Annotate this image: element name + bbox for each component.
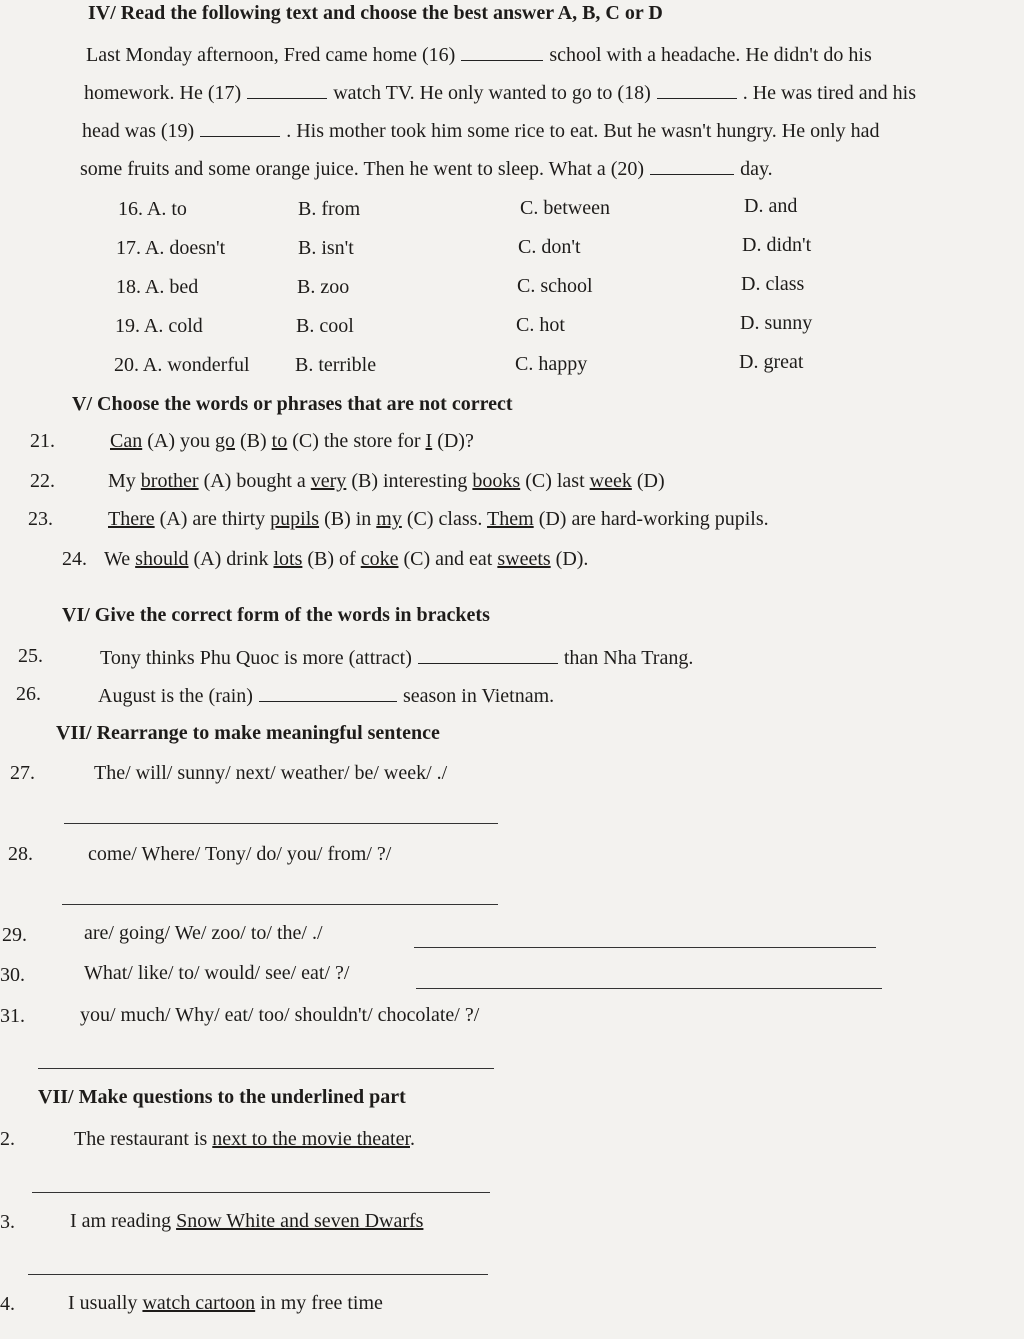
question-23-number: 23. (28, 508, 53, 530)
question-29-number: 29. (2, 924, 27, 946)
answer-30-line[interactable] (416, 988, 882, 989)
passage-line-2: homework. He (17) watch TV. He only wanted to go to (18) . He was tired and his (84, 82, 917, 104)
option-19-d[interactable]: D. sunny (740, 312, 813, 334)
option-16-a[interactable]: 16. A. to (118, 198, 187, 220)
question-22-number: 22. (30, 470, 55, 492)
question-26: August is the (rain) season in Vietnam. (98, 685, 555, 707)
passage-line-1: Last Monday afternoon, Fred came home (16) school with a headache. He didn't do his (86, 44, 872, 66)
question-31-words: you/ much/ Why/ eat/ too/ shouldn't/ chocolate/ ?/ (80, 1004, 480, 1026)
option-20-d[interactable]: D. great (739, 351, 804, 373)
blank-16[interactable] (461, 42, 543, 61)
answer-25-blank[interactable] (418, 645, 558, 664)
question-23: There (A) are thirty pupils (B) in my (C) class. Them (D) are hard-working pupils. (108, 508, 769, 530)
option-19-a[interactable]: 19. A. cold (115, 315, 203, 337)
option-20-c[interactable]: C. happy (515, 353, 588, 375)
answer-29-line[interactable] (414, 947, 876, 948)
passage-line-3: head was (19) . His mother took him some rice to eat. But he wasn't hungry. He only had (82, 120, 880, 142)
option-16-d[interactable]: D. and (744, 195, 798, 217)
question-27-words: The/ will/ sunny/ next/ weather/ be/ week/ ./ (94, 762, 448, 784)
question-21-number: 21. (30, 430, 55, 452)
section-5-heading: V/ Choose the words or phrases that are not correct (72, 393, 513, 415)
question-34-number: 4. (0, 1293, 15, 1315)
question-28-number: 28. (8, 843, 33, 865)
option-18-a[interactable]: 18. A. bed (116, 276, 199, 298)
option-18-b[interactable]: B. zoo (297, 276, 350, 298)
option-19-c[interactable]: C. hot (516, 314, 565, 336)
option-16-c[interactable]: C. between (520, 197, 610, 219)
blank-18[interactable] (657, 80, 737, 99)
answer-32-line[interactable] (32, 1192, 490, 1193)
answer-31-line[interactable] (38, 1068, 494, 1069)
question-32-number: 2. (0, 1128, 15, 1150)
question-33: I am reading Snow White and seven Dwarfs (70, 1210, 424, 1232)
question-30-number: 30. (0, 964, 25, 986)
blank-20[interactable] (650, 156, 734, 175)
option-17-b[interactable]: B. isn't (298, 237, 354, 259)
question-33-number: 3. (0, 1211, 15, 1233)
section-4-heading: IV/ Read the following text and choose the best answer A, B, C or D (88, 2, 663, 24)
question-25: Tony thinks Phu Quoc is more (attract) than Nha Trang. (100, 647, 694, 669)
option-17-a[interactable]: 17. A. doesn't (116, 237, 226, 259)
option-20-b[interactable]: B. terrible (295, 354, 377, 376)
answer-28-line[interactable] (62, 904, 498, 905)
question-24: We should (A) drink lots (B) of coke (C) and eat sweets (D). (104, 548, 589, 570)
passage-line-4: some fruits and some orange juice. Then he went to sleep. What a (20) day. (80, 158, 773, 180)
question-30-words: What/ like/ to/ would/ see/ eat/ ?/ (84, 962, 350, 984)
question-26-number: 26. (16, 683, 41, 705)
question-21: Can (A) you go (B) to (C) the store for I (D)? (110, 430, 474, 452)
section-6-heading: VI/ Give the correct form of the words in brackets (62, 604, 490, 626)
answer-26-blank[interactable] (259, 683, 397, 702)
option-16-b[interactable]: B. from (298, 198, 361, 220)
question-31-number: 31. (0, 1005, 25, 1027)
question-34: I usually watch cartoon in my free time (68, 1292, 383, 1314)
blank-17[interactable] (247, 80, 327, 99)
answer-27-line[interactable] (64, 823, 498, 824)
option-19-b[interactable]: B. cool (296, 315, 354, 337)
option-18-d[interactable]: D. class (741, 273, 805, 295)
question-24-number: 24. (62, 548, 87, 570)
option-18-c[interactable]: C. school (517, 275, 593, 297)
question-32: The restaurant is next to the movie theater. (74, 1128, 415, 1150)
question-29-words: are/ going/ We/ zoo/ to/ the/ ./ (84, 922, 323, 944)
option-17-c[interactable]: C. don't (518, 236, 581, 258)
question-25-number: 25. (18, 645, 43, 667)
section-8-heading: VII/ Make questions to the underlined part (38, 1086, 406, 1108)
option-20-a[interactable]: 20. A. wonderful (114, 354, 250, 376)
question-28-words: come/ Where/ Tony/ do/ you/ from/ ?/ (88, 843, 392, 865)
question-22: My brother (A) bought a very (B) interesting books (C) last week (D) (108, 470, 665, 492)
question-27-number: 27. (10, 762, 35, 784)
answer-33-line[interactable] (28, 1274, 488, 1275)
blank-19[interactable] (200, 118, 280, 137)
section-7-heading: VII/ Rearrange to make meaningful sentence (56, 722, 440, 744)
option-17-d[interactable]: D. didn't (742, 234, 812, 256)
